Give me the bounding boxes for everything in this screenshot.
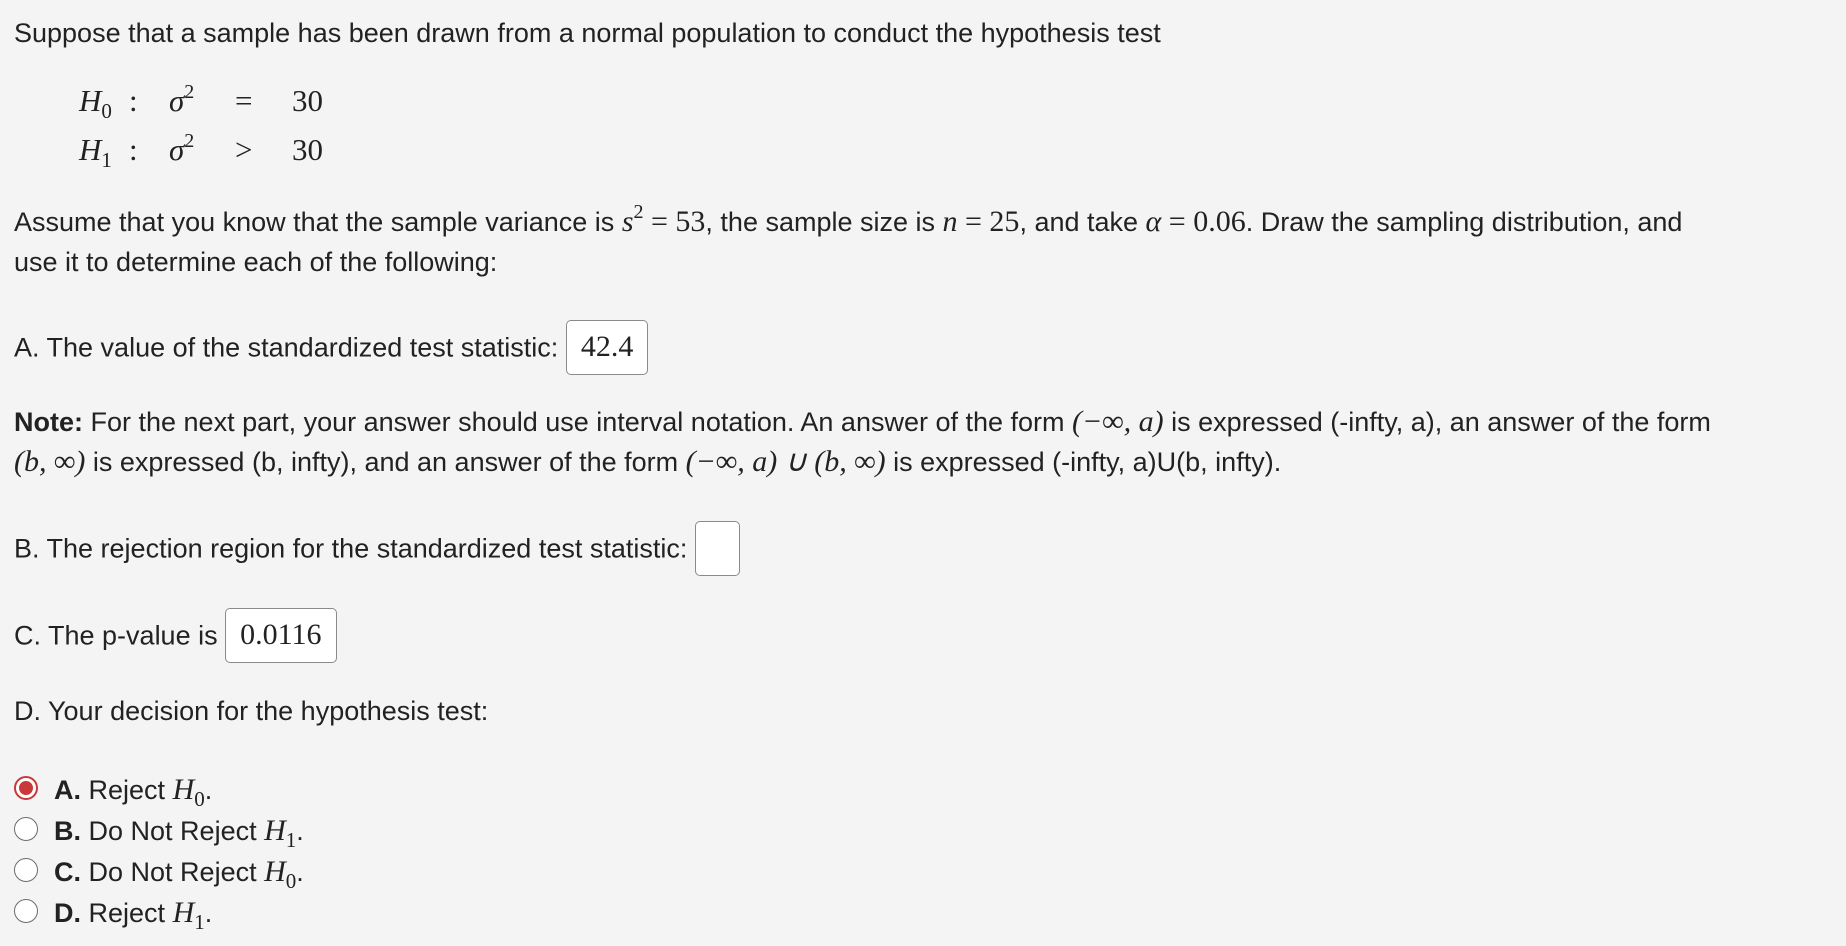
part-c [14, 610, 337, 665]
assumptions-text: Assume that you know that the sample variance is $s^2 = 53$, the sample size is n = 25, and take α = 0.06. Draw the sampling distribution, and [14, 201, 1683, 238]
choice-c-radio[interactable] [14, 858, 38, 882]
choice-b-radio[interactable] [14, 817, 38, 841]
assumptions-text-line2: use it to determine each of the following: [14, 247, 498, 277]
note-text: Note: For the next part, your answer should use interval notation. An answer of the form (−∞, a) is expressed (-infty, a), an answer of the form [14, 405, 1711, 438]
choice-d[interactable]: D. Reject $H_1$. [54, 896, 213, 934]
choice-a[interactable]: A. Reject $H_0$. [54, 773, 213, 811]
test-statistic-input[interactable]: 42.4 [566, 320, 649, 375]
choice-a-radio[interactable] [14, 776, 38, 800]
part-a [14, 322, 648, 377]
problem-page: Suppose that a sample has been drawn from a normal population to conduct the hypothesis test $H_0$ : $\sigma^2$ = 30 $H_1$ : $\sigma^2$ > 30 Assume that you know that the sample variance is $s^2 = 53$, the sample size is n = 25, and take α = 0.06. Draw the sampling distribution, and use it to determine each of the following: A. The value of the standardized test statistic: 42.4 Note: For the next part, your answer should use interval notation. An answer of the form (−∞, a) is expressed (-infty, a), an answer of the form (b, ∞) is expressed (b, infty), and an answer of the form (−∞, a) ∪ (b, ∞) is expressed (-infty, a)U(b, infty). B. The rejection region for the standardized test statistic: C. The p-value is 0.0116 D. Your decision for the hypothesis test: A. Reject $H_0$. B. Do Not Reject $H_1$. C. Do Not Reject $H_0$. D. Reject $H_1$. [0, 0, 1846, 946]
note-text-line2: (b, ∞) is expressed (b, infty), and an answer of the form (−∞, a) ∪ (b, ∞) is expressed (-infty, a)U(b, infty). [14, 445, 1282, 478]
intro-text: Suppose that a sample has been drawn from a normal population to conduct the hypothesis test [14, 18, 1161, 48]
rejection-region-input[interactable] [695, 521, 740, 576]
choice-c[interactable]: C. Do Not Reject $H_0$. [54, 855, 304, 893]
part-b [14, 523, 740, 578]
part-b-label: B. The rejection region for the standardized test statistic: [14, 533, 688, 564]
choice-b[interactable]: B. Do Not Reject $H_1$. [54, 814, 304, 852]
part-c-label: C. The p-value is [14, 620, 218, 651]
choice-d-radio[interactable] [14, 899, 38, 923]
p-value-input[interactable]: 0.0116 [225, 608, 336, 663]
part-d-label: D. Your decision for the hypothesis test: [14, 696, 489, 726]
part-a-label: A. The value of the standardized test statistic: [14, 332, 559, 363]
